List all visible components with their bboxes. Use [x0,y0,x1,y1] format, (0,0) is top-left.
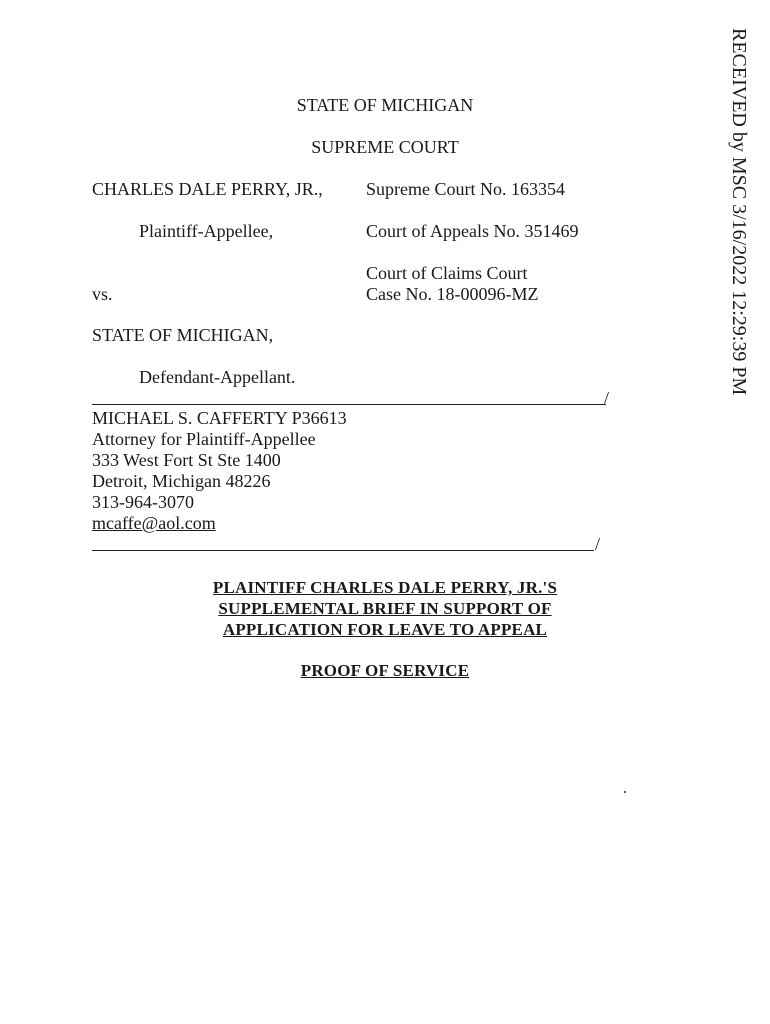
scan-speck [624,791,626,793]
supreme-court-number: Supreme Court No. 163354 [366,179,565,199]
attorney-name: MICHAEL S. CAFFERTY P36613 [92,408,347,428]
caption-divider-top-mark: / [604,388,610,408]
caption-divider-bottom-mark: / [595,534,601,554]
court-of-appeals-number: Court of Appeals No. 351469 [366,221,579,241]
defendant-role: Defendant-Appellant. [139,367,296,387]
proof-of-service-heading: PROOF OF SERVICE [300,661,470,680]
court-name-heading: SUPREME COURT [311,137,459,157]
defendant-name: STATE OF MICHIGAN, [92,325,274,345]
attorney-address-city: Detroit, Michigan 48226 [92,471,271,491]
court-of-claims-label: Court of Claims Court [366,263,528,283]
versus-label: vs. [92,284,113,304]
caption-divider-bottom [92,550,594,551]
document-title-line-1: PLAINTIFF CHARLES DALE PERRY, JR.'S [212,578,558,597]
plaintiff-role: Plaintiff-Appellee, [139,221,274,241]
attorney-phone: 313-964-3070 [92,492,194,512]
received-stamp: RECEIVED by MSC 3/16/2022 12:29:39 PM [728,28,750,396]
attorney-role: Attorney for Plaintiff-Appellee [92,429,316,449]
attorney-address-street: 333 West Fort St Ste 1400 [92,450,281,470]
document-title-line-2: SUPPLEMENTAL BRIEF IN SUPPORT OF [218,599,552,618]
document-title-line-3: APPLICATION FOR LEAVE TO APPEAL [222,620,548,639]
attorney-email-link[interactable]: mcaffe@aol.com [92,513,216,533]
court-state-heading: STATE OF MICHIGAN [296,95,474,115]
plaintiff-name: CHARLES DALE PERRY, JR., [92,179,323,199]
court-of-claims-case-number: Case No. 18-00096-MZ [366,284,539,304]
caption-divider-top [92,404,606,405]
